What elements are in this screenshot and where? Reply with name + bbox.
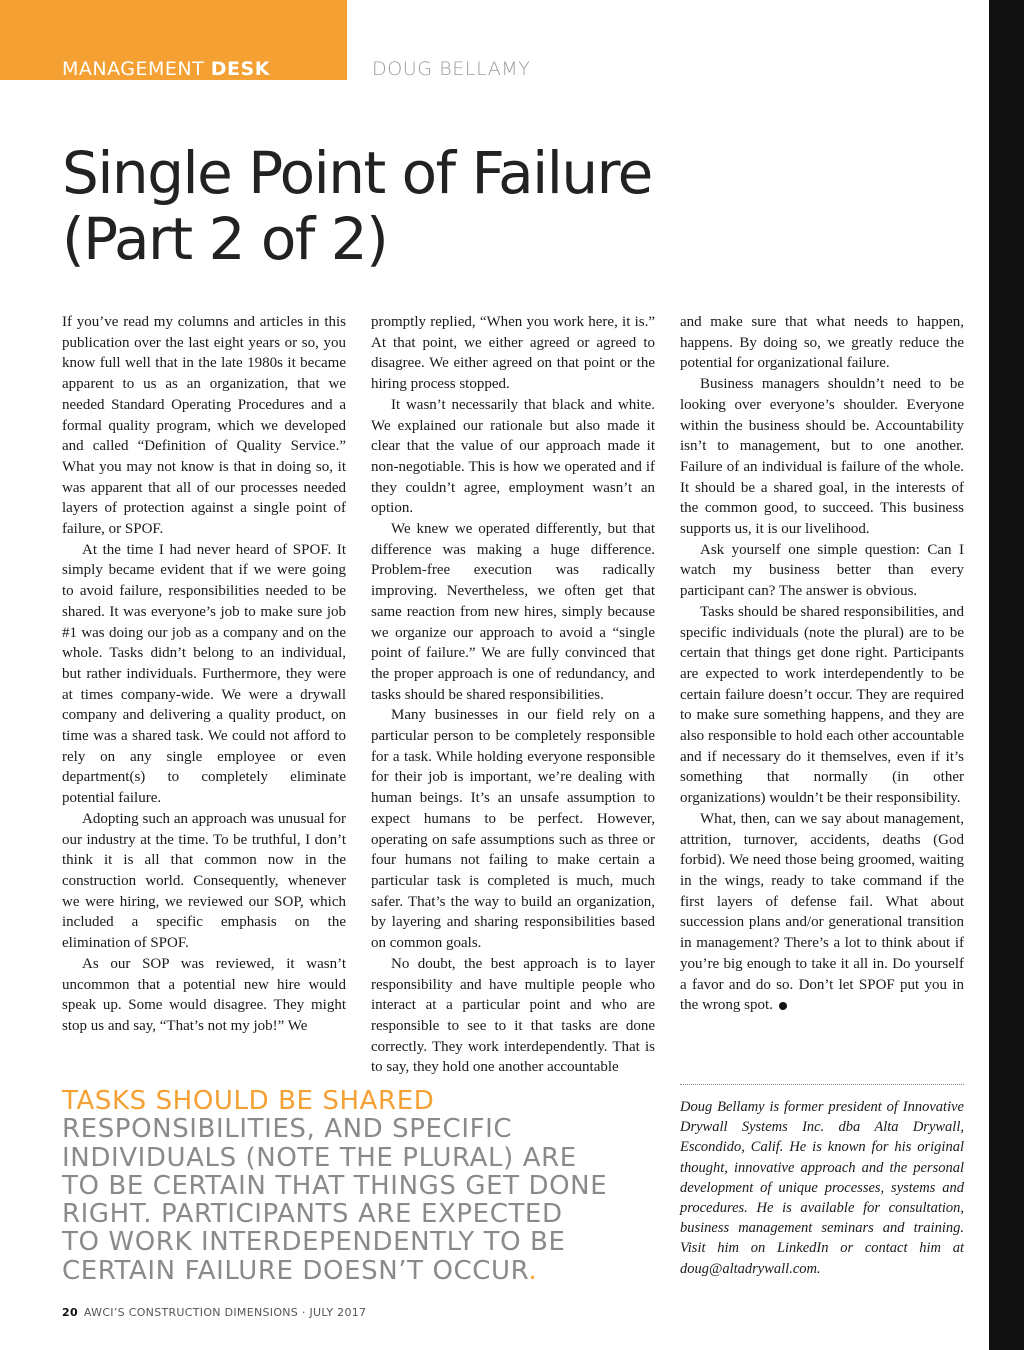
paragraph: Ask yourself one simple question: Can I watch my business better than every participant can? The answer is obvious. — [680, 541, 964, 600]
author-bio: Doug Bellamy is former president of Innovative Drywall Systems Inc. dba Alta Drywall, Escondido, Calif. He is known for his original thought, innovative approach and the personal development of unique processes, systems and procedures. He is available for consultation, business management seminars and training. Visit him on LinkedIn or contact him at doug@altadrywall.com. — [680, 1099, 964, 1277]
title-line-2: (Part 2 of 2) — [62, 205, 388, 273]
pull-quote-line-3: INDIVIDUALS (NOTE THE PLURAL) ARE — [62, 1142, 577, 1173]
pull-quote — [62, 1087, 662, 1285]
paragraph: and make sure that what needs to happen, happens. By doing so, we greatly reduce the potential for organizational failure. — [680, 314, 964, 372]
paragraph: Business managers shouldn’t need to be looking over everyone’s shoulder. Everyone within the business should be. Accountability isn’t to management, but to one another. Failure of an individual is failure of the whole. It should be a shared goal, in the interests of the common good, to succeed. This business supports us, it is our livelihood. — [680, 376, 964, 538]
page-footer — [62, 1306, 366, 1319]
pull-quote-line-5: RIGHT. PARTICIPANTS ARE EXPECTED — [62, 1199, 563, 1230]
pull-quote-line-4: TO BE CERTAIN THAT THINGS GET DONE — [62, 1170, 608, 1201]
paragraph: promptly replied, “When you work here, it is.” At that point, we either agreed or agreed to disagree. We either agreed on that point or the hiring process stopped. — [371, 314, 655, 393]
publication-name: AWCI’S CONSTRUCTION DIMENSIONS · JULY 2017 — [83, 1306, 367, 1319]
end-mark-icon — [779, 1002, 787, 1010]
author-label: DOUG BELLAMY — [372, 58, 531, 80]
paragraph: Tasks should be shared responsibilities, and specific individuals (note the plural) are to be certain that things get done right. Participants are expected to work interdependently to be certain failure doesn’t occur. They are required to make sure something happens, and they are also responsible to hold each other accountable and if necessary do it themselves, even if it’s something that normally (in other organizations) wouldn’t be their responsibility. — [680, 603, 964, 807]
pull-quote-line-7 — [62, 1257, 662, 1285]
section-label-prefix: MANAGEMENT — [62, 58, 211, 80]
body-column-1 — [62, 312, 346, 1037]
pull-quote-line-1: TASKS SHOULD BE SHARED — [62, 1086, 435, 1116]
body-column-2 — [371, 312, 655, 1078]
paragraph-final-text: What, then, can we say about management, attrition, turnover, accidents, deaths (God forbid). We need those being groomed, waiting in the wings, ready to take command if the first layers of defense fail. What about succession plans and/or generational transition in management? There’s a lot to think about if you’re big enough to take it all in. Do yourself a favor and do so. Don’t let SPOF put you in the wrong spot. — [680, 810, 964, 1014]
paragraph: We knew we operated differently, but that difference was making a huge difference. Problem-free execution was radically improving. Nevertheless, we often get that same reaction from new hires, simply because we organize our approach to avoid a “single point of failure.” We are fully convinced that the proper approach is one of redundancy, and tasks should be shared responsibilities. — [371, 521, 655, 703]
section-label — [62, 58, 270, 80]
bio-divider — [680, 1084, 964, 1085]
paragraph: At the time I had never heard of SPOF. It simply became evident that if we were going to avoid failure, responsibilities needed to be shared. It was everyone’s job to make sure job #1 was doing our job as a company and on the whole. Tasks didn’t belong to an individual, but rather individuals. Furthermore, they were at times company-wide. We were a drywall company and delivering a quality product, on time was a shared task. We could not afford to rely on any single employee or even department(s) to completely eliminate potential failure. — [62, 541, 346, 807]
pull-quote-line-6: TO WORK INTERDEPENDENTLY TO BE — [62, 1227, 566, 1258]
body-column-3 — [680, 312, 964, 1016]
pull-quote-line-2: RESPONSIBILITIES, AND SPECIFIC — [62, 1114, 513, 1145]
pull-quote-line-7-text: CERTAIN FAILURE DOESN’T OCCUR — [62, 1255, 529, 1286]
paragraph: It wasn’t necessarily that black and white. We explained our rationale but also made it clear that the value of our approach made it non-negotiable. This is how we operated and if they couldn’t agree, employment wasn’t an option. — [371, 396, 655, 517]
section-label-bold: DESK — [210, 58, 270, 80]
pull-quote-period: . — [528, 1255, 538, 1286]
paragraph: Adopting such an approach was unusual for our industry at the time. To be truthful, I don’t think it is all that common now in the construction world. Consequently, whenever we were hiring, we reviewed our SOP, which included a specific emphasis on the elimination of SPOF. — [62, 810, 346, 952]
paragraph: No doubt, the best approach is to layer responsibility and have multiple people who interact at a particular point and who are responsible to see to it that tasks are done correctly. They work interdependently. That is to say, they hold one another accountable — [371, 955, 655, 1076]
right-edge-bar — [989, 0, 1024, 1350]
article-title — [62, 140, 652, 272]
paragraph: As our SOP was reviewed, it wasn’t uncommon that a potential new hire would speak up. Some would disagree. They might stop us and say, “That’s not my job!” We — [62, 955, 346, 1034]
page-number: 20 — [62, 1306, 78, 1319]
title-line-1: Single Point of Failure — [62, 139, 652, 207]
paragraph-final — [680, 809, 964, 1016]
paragraph: If you’ve read my columns and articles in this publication over the last eight years or so, you know full well that in the late 1980s it became apparent to us as an organization, that we needed Standard Operating Procedures and a formal quality program, which we developed and called “Definition of Quality Service.” What you may not know is that in doing so, it was apparent that all of our processes needed layers of protection against a single point of failure, or SPOF. — [62, 314, 346, 538]
paragraph: Many businesses in our field rely on a particular person to be completely responsible for a task. While holding everyone responsible for their job is important, we’re dealing with human beings. It’s an unsafe assumption to expect humans to be perfect. However, operating on safe assumptions such as three or four humans not failing to make certain a particular task is completed is much, much safer. That’s the way to build an organization, by layering and sharing responsibilities based on common goals. — [371, 707, 655, 952]
